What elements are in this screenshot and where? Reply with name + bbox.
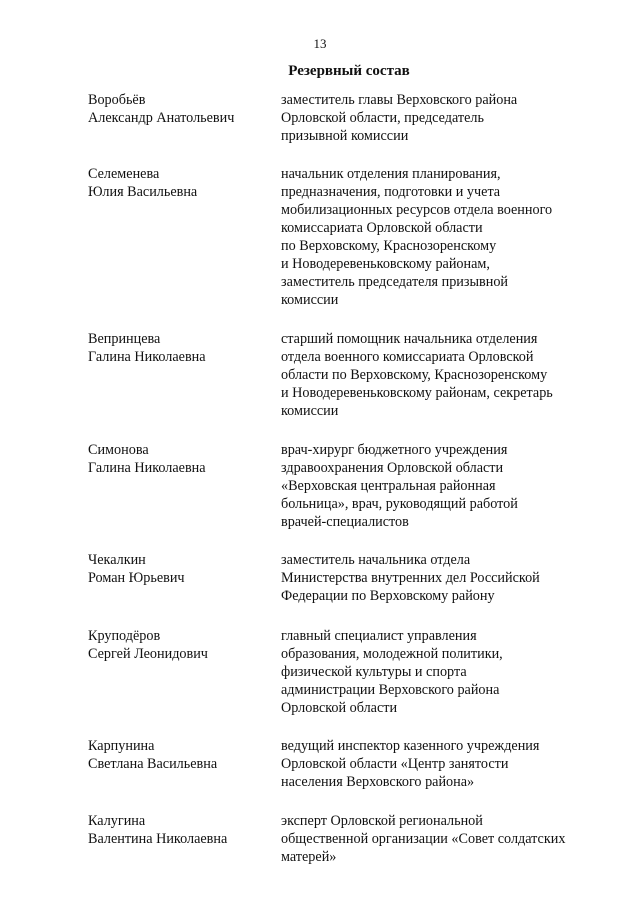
member-entry <box>88 551 608 605</box>
member-role: заместитель начальника отдела Министерства внутренних дел Российской Федерации по Верховскому району <box>281 552 540 604</box>
member-entry <box>88 91 608 145</box>
member-role: начальник отделения планирования, предназначения, подготовки и учета мобилизационных ресурсов отдела военного комиссариата Орловской области по Верховскому, Краснозоренскому и Новодеревеньковскому районам, заместитель председателя призывной комиссии <box>281 166 553 308</box>
member-entry <box>88 737 608 791</box>
member-name: Вепринцева Галина Николаевна <box>88 331 206 365</box>
member-name: Селеменева Юлия Васильевна <box>88 166 198 200</box>
member-name: Чекалкин Роман Юрьевич <box>88 552 185 586</box>
member-role: главный специалист управления образования, молодежной политики, физической культуры и спорта администрации Верховского района Орловской области <box>281 628 503 716</box>
member-role: эксперт Орловской региональной общественной организации «Совет солдатских матерей» <box>281 813 566 865</box>
member-role: старший помощник начальника отделения отдела военного комиссариата Орловской области по Верховскому, Краснозоренскому и Новодеревеньковскому районам, секретарь комиссии <box>281 331 553 419</box>
member-name: Симонова Галина Николаевна <box>88 442 206 476</box>
member-entry <box>88 627 608 717</box>
member-entry <box>88 441 608 531</box>
member-entry <box>88 165 608 309</box>
member-role: заместитель главы Верховского района Орловской области, председатель призывной комиссии <box>281 92 518 144</box>
member-entry <box>88 812 608 866</box>
section-title: Резервный состав <box>288 63 410 79</box>
member-entry <box>88 330 608 420</box>
member-role: врач-хирург бюджетного учреждения здравоохранения Орловской области «Верховская центральная районная больница», врач, руководящий работой врачей-специалистов <box>281 442 518 530</box>
commission-roster <box>88 91 608 866</box>
member-name: Воробьёв Александр Анатольевич <box>88 92 235 126</box>
member-role: ведущий инспектор казенного учреждения Орловской области «Центр занятости населения Верховского района» <box>281 738 540 790</box>
member-name: Карпунина Светлана Васильевна <box>88 738 218 772</box>
page-number: 13 <box>313 36 327 51</box>
member-name: Круподёров Сергей Леонидович <box>88 628 208 662</box>
member-name: Калугина Валентина Николаевна <box>88 813 228 847</box>
